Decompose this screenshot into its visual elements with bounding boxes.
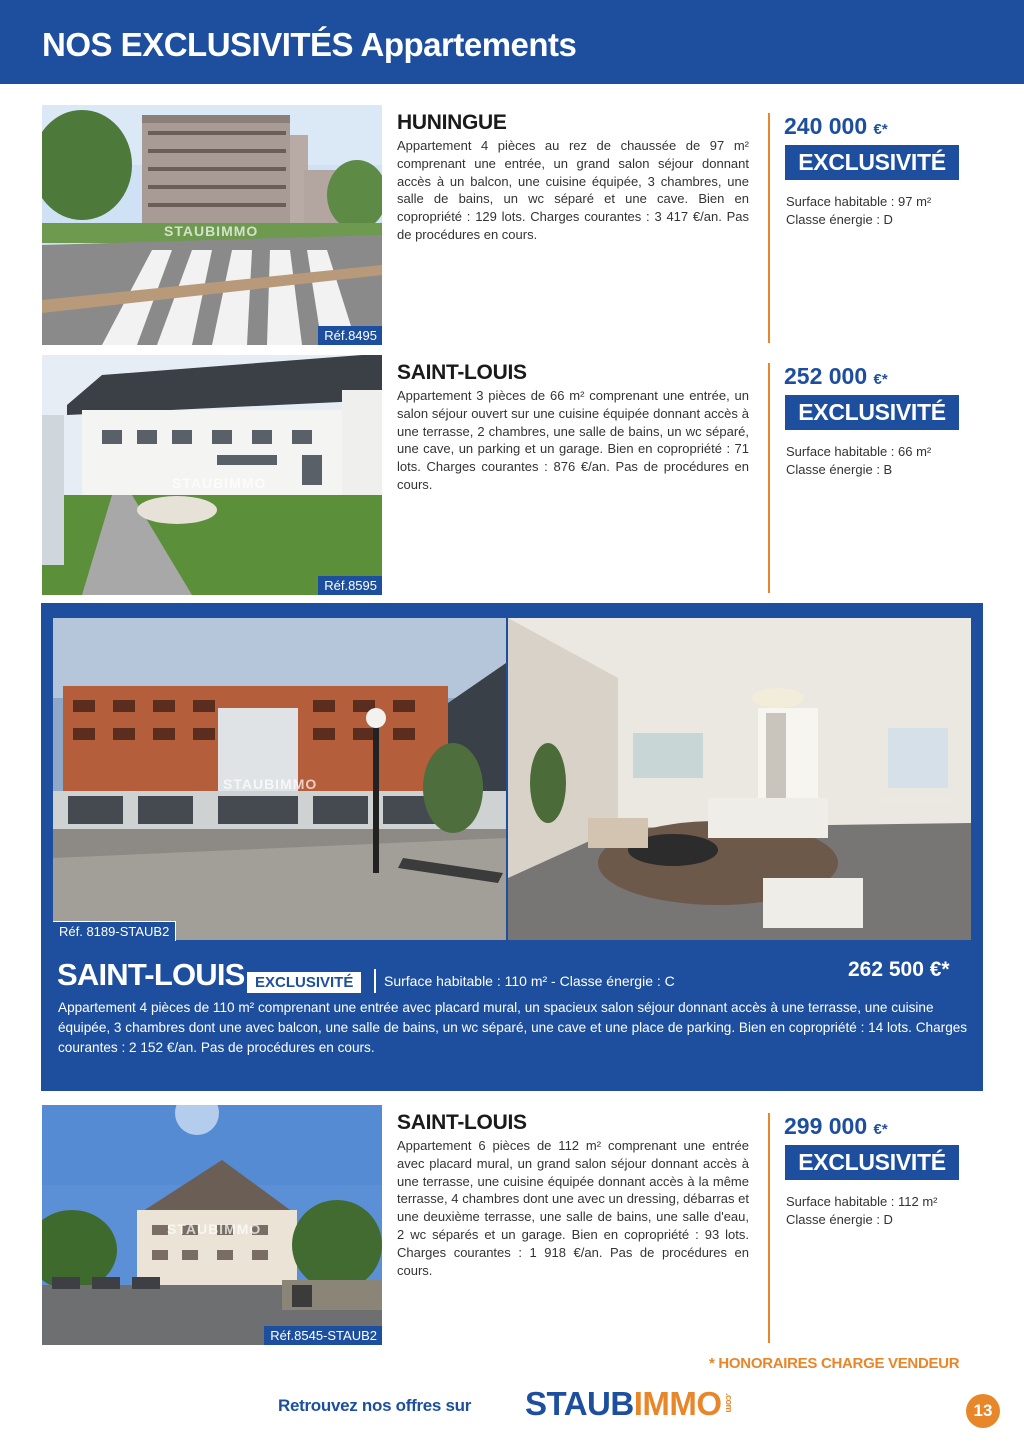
listing-surface: Surface habitable : 66 m²	[786, 444, 932, 459]
featured-exterior-photo[interactable]	[53, 618, 506, 940]
listing-description: Appartement 4 pièces au rez de chaussée de 97 m² comprenant une entrée, un grand salon séjour donnant accès à un balcon, une cuisine équipée, 3 chambres, une salle de bains, un wc séparé et une cave. Bien en copropriété : 129 lots. Charges courantes : 3 417 €/an. Pas de procédures en cours.	[397, 138, 749, 242]
price-value: 240 000	[784, 113, 868, 139]
watermark: STAUBIMMO	[164, 223, 259, 239]
divider-line	[768, 363, 770, 593]
reference-label: Réf.8545-STAUB2	[264, 1326, 382, 1345]
watermark: STAUBIMMO	[172, 475, 267, 491]
offers-link-text[interactable]: Retrouvez nos offres sur	[278, 1396, 472, 1415]
listing-card[interactable]	[0, 105, 1024, 345]
listing-energy: Classe énergie : D	[786, 1212, 893, 1227]
price-currency: €*	[873, 121, 888, 138]
featured-specs: Surface habitable : 110 m² - Classe énergie : C	[384, 973, 675, 989]
reference-label: Réf.8495	[318, 326, 382, 345]
exclusive-badge: EXCLUSIVITÉ	[785, 1145, 959, 1180]
listing-city: SAINT-LOUIS	[397, 1111, 527, 1134]
listing-surface: Surface habitable : 112 m²	[786, 1194, 938, 1209]
logo-part-staub: STAUB	[525, 1385, 634, 1422]
reference-label: Réf.8595	[318, 576, 382, 595]
listing-card[interactable]	[0, 355, 1024, 595]
exclusive-badge: EXCLUSIVITÉ	[785, 395, 959, 430]
divider-line	[768, 1113, 770, 1343]
divider-line	[374, 969, 376, 993]
price-value: 299 000	[784, 1113, 868, 1139]
listing-city: SAINT-LOUIS	[397, 361, 527, 384]
listing-photo[interactable]	[42, 355, 382, 595]
listing-description-block	[397, 111, 749, 244]
exclusive-badge: EXCLUSIVITÉ	[247, 972, 361, 993]
divider-line	[768, 113, 770, 343]
listing-description: Appartement 6 pièces de 112 m² comprenant une entrée avec placard mural, un grand salon séjour donnant accès à une terrasse, une cuisine équipée donnant accès à la même terrasse, 4 chambres dont une avec un dressing, débarras et une deuxième terrasse, une salle de bains, une salle d'eau, 2 wc séparés et un garage. Bien en copropriété : 93 lots. Charges courantes : 1 918 €/an. Pas de procédures en cours.	[397, 1138, 749, 1278]
exclusive-badge: EXCLUSIVITÉ	[785, 145, 959, 180]
listing-price	[784, 113, 888, 140]
featured-interior-photo[interactable]	[508, 618, 971, 940]
listing-card[interactable]	[0, 1105, 1024, 1345]
price-currency: €*	[873, 371, 888, 388]
featured-description: Appartement 4 pièces de 110 m² comprenant une entrée avec placard mural, un spacieux salon séjour donnant accès à une terrasse, une cuisine équipée, 3 chambres dont une avec balcon, une salle de bains, un wc séparé, une cave et une place de parking. Bien en copropriété : 14 lots. Charges courantes : 2 152 €/an. Pas de procédures en cours.	[58, 1000, 968, 1055]
featured-city: SAINT-LOUIS	[57, 957, 245, 992]
listing-price	[784, 363, 888, 390]
logo-part-immo: IMMO	[633, 1385, 722, 1422]
listing-energy: Classe énergie : D	[786, 212, 893, 227]
page-title: NOS EXCLUSIVITÉS Appartements	[42, 26, 577, 63]
listing-energy: Classe énergie : B	[786, 462, 893, 477]
reference-label: Réf. 8189-STAUB2	[53, 921, 176, 941]
price-value: 252 000	[784, 363, 868, 389]
staubimmo-logo[interactable]	[525, 1385, 734, 1423]
page-header	[0, 0, 1024, 84]
logo-domain: .com	[724, 1393, 734, 1413]
listing-photo[interactable]	[42, 1105, 382, 1345]
listing-city: HUNINGUE	[397, 111, 507, 134]
listing-photo[interactable]	[42, 105, 382, 345]
listing-description-block	[397, 361, 749, 494]
listing-surface: Surface habitable : 97 m²	[786, 194, 932, 209]
page-number: 13	[966, 1394, 1000, 1428]
watermark: STAUBIMMO	[223, 776, 318, 792]
living-room-photo	[508, 618, 971, 940]
listing-price	[784, 1113, 888, 1140]
featured-price: 262 500 €*	[848, 958, 950, 981]
listing-description-block	[397, 1111, 749, 1279]
price-currency: €*	[873, 1121, 888, 1138]
watermark: STAUBIMMO	[167, 1221, 262, 1237]
listing-description: Appartement 3 pièces de 66 m² comprenant une entrée, un salon séjour ouvert sur une cuisine équipée donnant accès à une terrasse, 2 chambres, une salle de bains, un wc séparé, une cave, un parking et un garage. Bien en copropriété : 71 lots. Charges courantes : 876 €/an. Pas de procédures en cours.	[397, 388, 749, 492]
fees-note: * HONORAIRES CHARGE VENDEUR	[709, 1355, 960, 1372]
